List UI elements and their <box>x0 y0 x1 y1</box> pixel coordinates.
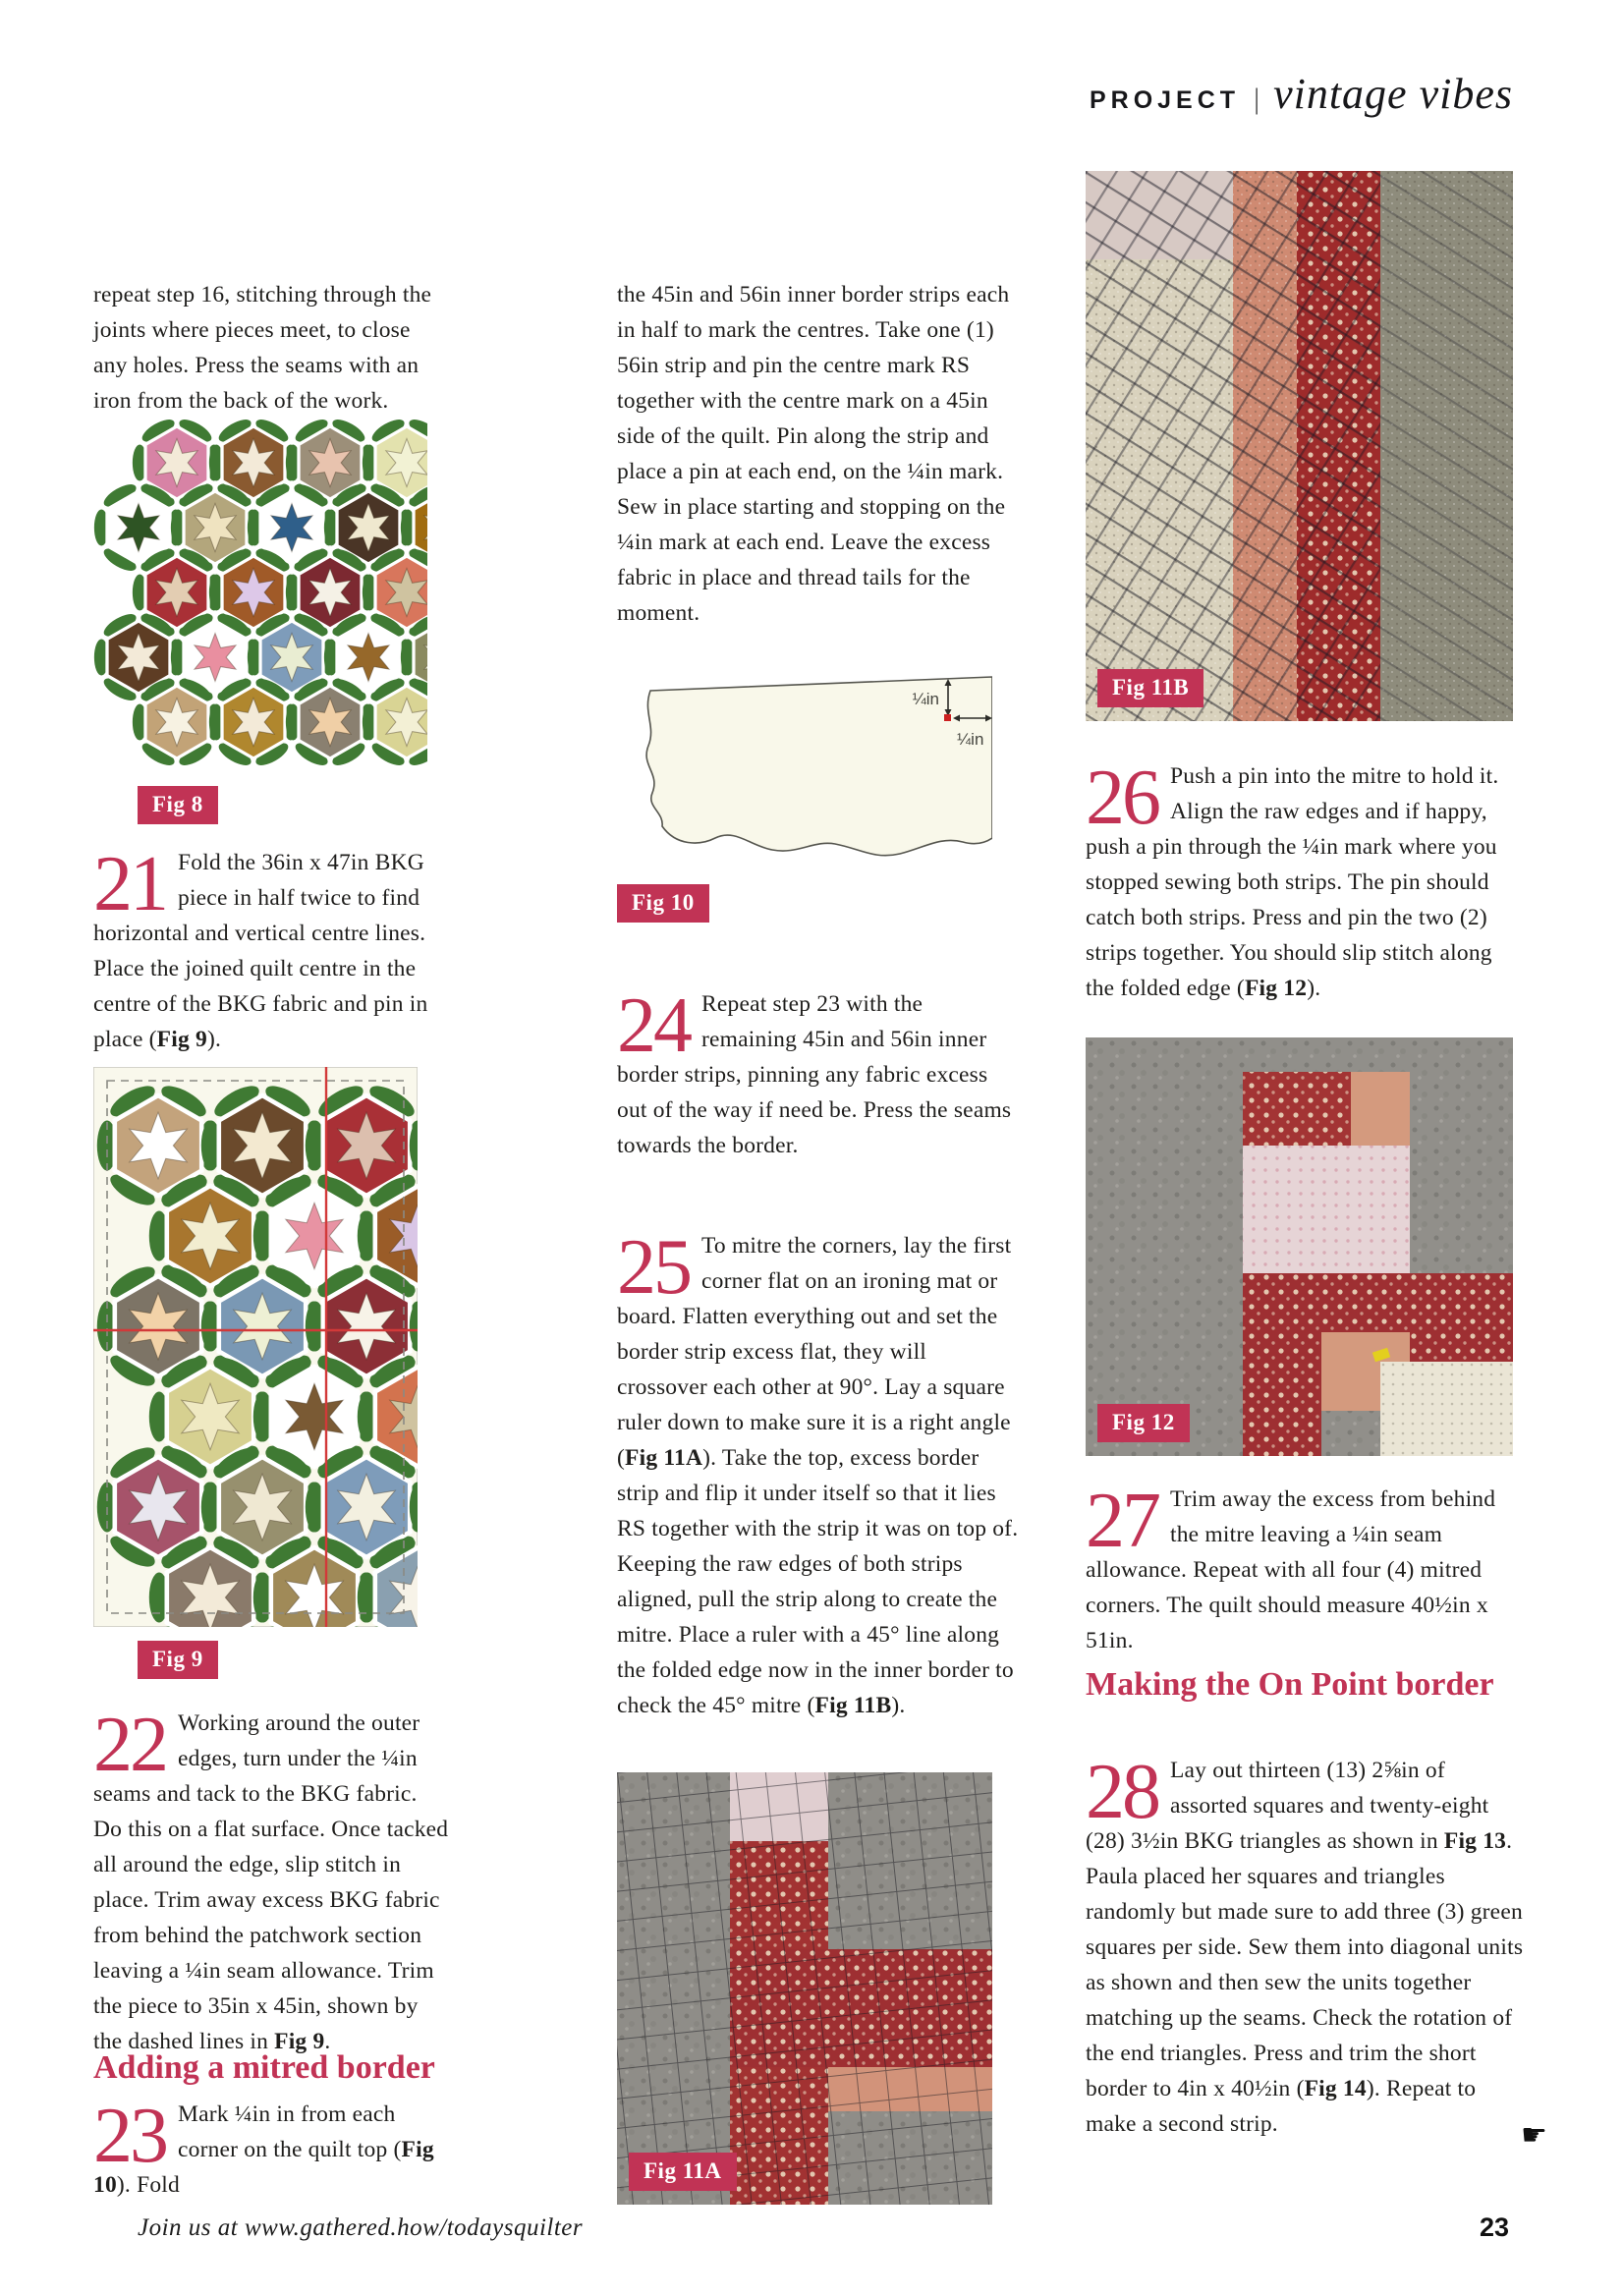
step-27 <box>1086 1478 1526 1658</box>
fig10-corner-diagram <box>617 644 992 874</box>
step-23-text: Mark ¼in in from each corner on the quilt top (Fig 10). Fold <box>93 2101 434 2198</box>
fig11b-fabric-mitre-image <box>1086 171 1513 721</box>
step-28 <box>1086 1749 1528 2142</box>
middle-intro-paragraph: the 45in and 56in inner border strips each in half to mark the centres. Take one (1) 56in strip and pin the centre mark RS together with the centre mark on a 45in side of the quilt. Pin along the strip and place a pin at each end, on the ¼in mark. Sew in place starting and stopping on the ¼in mark at each end. Leave the excess fabric in place and thread tails for the moment. <box>617 281 1010 626</box>
step-21-text: Fold the 36in x 47in BKG piece in half twice to find horizontal and vertical centre lines. Place the joined quilt centre in the centre of the BKG fabric and pin in place (Fig 9). <box>93 850 428 1052</box>
step-25-number: 25 <box>617 1224 690 1311</box>
step-27-text: Trim away the excess from behind the mitre leaving a ¼in seam allowance. Repeat with all four (4) mitred corners. The quilt should measure 40½in x 51in. <box>1086 1486 1496 1653</box>
section-heading-on-point-border: Making the On Point border <box>1086 1666 1494 1703</box>
fig10-quilt-corner-shape <box>646 677 992 856</box>
fig11a-fabric-ruler-image <box>617 1772 992 2205</box>
step-25-text: To mitre the corners, lay the first corner flat on an ironing mat or board. Flatten everything out and set the border strip excess flat, they will crossover each other at 90°. Lay a square ruler down to make sure it is a right angle (Fig 11A). Take the top, excess border strip and flip it under itself so that it lies RS together with the strip it was on top of. Keeping the raw edges of both strips aligned, pull the strip along to create the mitre. Place a ruler with a 45° line along the folded edge now in the inner border to check the 45° mitre (Fig 11B). <box>617 1233 1019 1718</box>
section-heading-mitred-border: Adding a mitred border <box>93 2049 435 2086</box>
step-26-text: Push a pin into the mitre to hold it. Align the raw edges and if happy, push a pin through the ¼in mark where you stopped sewing both strips. The pin should catch both strips. Press and pin the two (2) strips together. You should slip stitch along the folded edge (Fig 12). <box>1086 763 1499 1001</box>
step-24-text: Repeat step 23 with the remaining 45in and 56in inner border strips, pinning any fabric excess out of the way if need be. Press the seams towards the border. <box>617 991 1012 1158</box>
step-26-number: 26 <box>1086 755 1158 841</box>
fig12-photo <box>1086 1037 1513 1456</box>
fig11b-photo <box>1086 171 1513 721</box>
step-23-number: 23 <box>93 2093 166 2179</box>
page-number: 23 <box>1480 2212 1510 2242</box>
left-intro-paragraph: repeat step 16, stitching through the joints where pieces meet, to close any holes. Press the seams with an iron from the back of the work. <box>93 281 432 414</box>
header-divider: | <box>1254 83 1260 115</box>
fig9-label: Fig 9 <box>138 1641 218 1679</box>
footer-join-us: Join us at www.gathered.how/todaysquilter <box>138 2214 584 2241</box>
fig11a-label: Fig 11A <box>629 2153 737 2191</box>
header-title: vintage vibes <box>1273 70 1513 118</box>
step-26 <box>1086 755 1526 1006</box>
step-22 <box>93 1702 451 2059</box>
header-kicker: PROJECT <box>1089 86 1241 114</box>
step-23 <box>93 2093 451 2203</box>
step-27-number: 27 <box>1086 1478 1158 1564</box>
continuation-hand-icon: ☛ <box>1521 2119 1547 2152</box>
fig11a-photo <box>617 1772 992 2205</box>
step-22-text: Working around the outer edges, turn under the ¼in seams and tack to the BKG fabric. Do this on a flat surface. Once tacked all around the edge, slip stitch in place. Trim away excess BKG fabric from behind the patchwork section leaving a ¼in seam allowance. Trim the piece to 35in x 45in, shown by the dashed lines in Fig 9. <box>93 1710 449 2054</box>
step-21 <box>93 841 443 1057</box>
step-24-number: 24 <box>617 982 690 1069</box>
step-21-number: 21 <box>93 841 166 927</box>
page-header <box>1090 69 1513 119</box>
fig8-label: Fig 8 <box>138 786 218 824</box>
fig9-quilt-layout-illustration <box>93 1067 418 1627</box>
fig11b-label: Fig 11B <box>1097 669 1203 707</box>
fig12-fabric-corner-image <box>1086 1037 1513 1456</box>
step-24 <box>617 982 1012 1163</box>
fig8-quilt-illustration <box>93 419 427 778</box>
step-25 <box>617 1224 1020 1723</box>
step-22-number: 22 <box>93 1702 166 1788</box>
step-28-number: 28 <box>1086 1749 1158 1835</box>
fig10-quarter-inch-top: ¼in <box>912 690 939 708</box>
fig10-label: Fig 10 <box>617 884 709 923</box>
fig10-quarter-inch-side: ¼in <box>957 730 984 749</box>
fig12-label: Fig 12 <box>1097 1404 1190 1442</box>
fig10-corner-mark <box>944 714 951 721</box>
step-28-text: Lay out thirteen (13) 2⅝in of assorted squares and twenty-eight (28) 3½in BKG triangles as shown in Fig 13. Paula placed her squares and triangles randomly but made sure to add three (3) green squares per side. Sew them into diagonal units as shown and then sew the units together matching up the seams. Check the rotation of the end triangles. Press and trim the short border to 4in x 40½in (Fig 14). Repeat to make a second strip. <box>1086 1758 1524 2137</box>
